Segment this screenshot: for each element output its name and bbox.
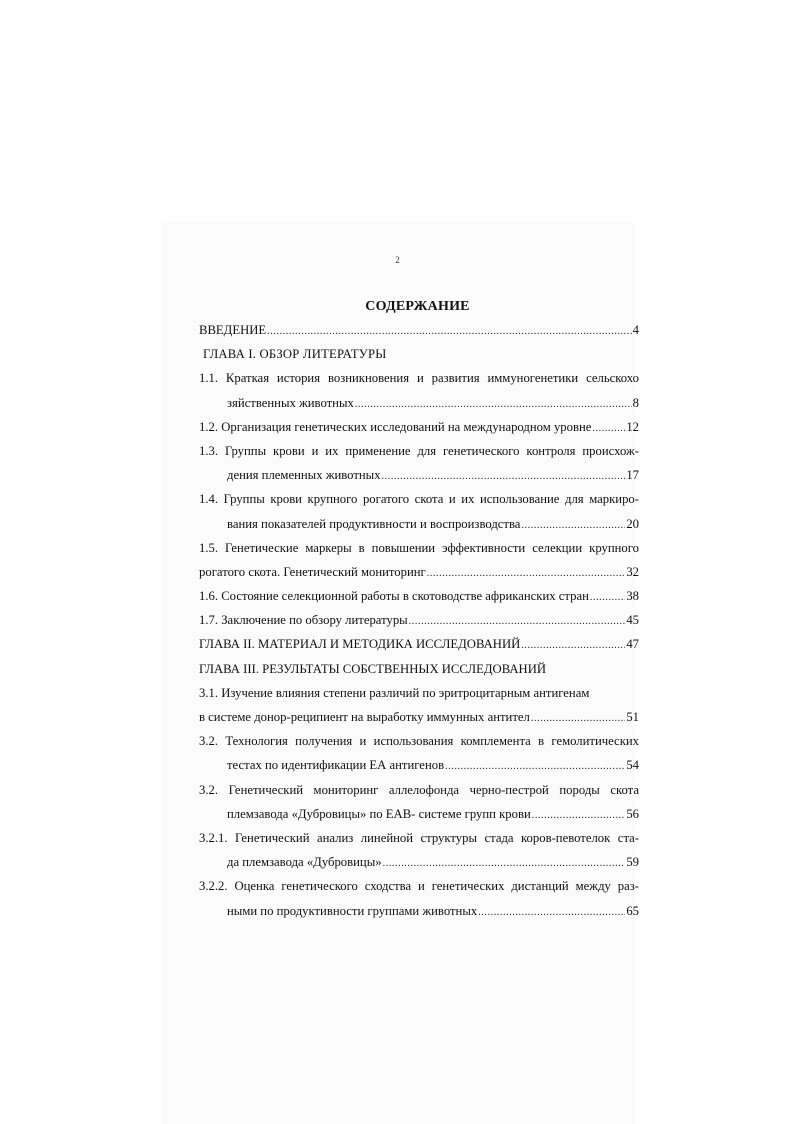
toc-entry-3-2-monitoring: 3.2. Генетический мониторинг аллелофонда черно-пестрой породы скота — [199, 782, 639, 797]
toc-entry-1-5-cont: рогатого скота. Генетический мониторинг ..... 32 — [199, 560, 639, 584]
toc-entry-1-6: 1.6. Состояние селекционной работы в скотоводстве африканских стран ..... 38 — [199, 584, 639, 608]
toc-entry-3-2-technology: 3.2. Технология получения и использования комплемента в гемолитических — [199, 734, 639, 749]
toc-page-number: 4 — [632, 323, 639, 337]
toc-entry-3-2-1-cont: да племзавода «Дубровицы» ..... 59 — [199, 850, 639, 874]
toc-page-number: 12 — [626, 419, 639, 434]
toc-entry-3-1: 3.1. Изучение влияния степени различий по эритроцитарным антигенам — [199, 685, 590, 700]
toc-entry-1-3: 1.3. Группы крови и их применение для генетического контроля происхож- — [199, 443, 639, 458]
toc-entry-3-2-1: 3.2.1. Генетический анализ линейной структуры стада коров-певотелок ста- — [199, 830, 639, 845]
toc-entry-3-2-technology-cont: тестах по идентификации ЕА антигенов ..... 54 — [199, 753, 639, 777]
toc-entry-1-5: 1.5. Генетические маркеры в повышении эффективности селекции крупного — [199, 540, 639, 555]
toc-entry-introduction: ВВЕДЕНИЕ ..... 4 — [199, 318, 639, 342]
toc-chapter-2-heading: ГЛАВА II. МАТЕРИАЛ И МЕТОДИКА ИССЛЕДОВАНИЙ ..... 47 — [199, 632, 639, 656]
toc-page-number: 32 — [626, 564, 639, 579]
toc-page-number: 38 — [626, 589, 639, 604]
toc-page-number: 65 — [626, 903, 639, 918]
toc-entry-1-3-cont: дения племенных животных ..... 17 — [199, 463, 639, 487]
toc-entry-1-1: 1.1. Краткая история возникновения и развития иммуногенетики сельскохо — [199, 371, 639, 386]
toc-entry-1-4-cont: вания показателей продуктивности и воспроизводства ..... 20 — [199, 512, 639, 536]
toc-page-number: 20 — [626, 516, 639, 531]
toc-entry-1-2: 1.2. Организация генетических исследований на международном уровне ..... 12 — [199, 415, 639, 439]
toc-entry-3-2-monitoring-cont: племзавода «Дубровицы» по ЕАВ- системе групп крови ..... 56 — [199, 802, 639, 826]
toc-entry-1-4: 1.4. Группы крови крупного рогатого скота и их использование для маркиро- — [199, 492, 639, 507]
toc-page-number: 51 — [626, 710, 639, 724]
toc-page-number: 56 — [626, 806, 639, 821]
toc-chapter-3-heading: ГЛАВА III. РЕЗУЛЬТАТЫ СОБСТВЕННЫХ ИССЛЕДОВАНИЙ — [199, 661, 547, 676]
toc-page-number: 54 — [626, 758, 639, 773]
toc-page-number: 45 — [626, 613, 639, 628]
table-of-contents — [199, 318, 639, 923]
toc-page-number: 17 — [626, 468, 639, 483]
toc-title: СОДЕРЖАНИЕ — [365, 299, 470, 314]
toc-page-number: 47 — [626, 637, 639, 652]
toc-entry-3-1-cont: в системе донор-реципиент на выработку иммунных антител ..... 51 — [199, 705, 639, 729]
toc-entry-1-7: 1.7. Заключение по обзору литературы ..... 45 — [199, 608, 639, 632]
page-number: 2 — [395, 255, 400, 265]
toc-page-number: 8 — [632, 395, 639, 410]
toc-entry-3-2-2-cont: ными по продуктивности группами животных ..... 65 — [199, 899, 639, 923]
toc-entry-3-2-2: 3.2.2. Оценка генетического сходства и генетических дистанций между раз- — [199, 879, 639, 894]
toc-entry-1-1-cont: зяйственных животных ..... 8 — [199, 391, 639, 415]
toc-page-number: 59 — [626, 855, 639, 870]
toc-chapter-1-heading: ГЛАВА I. ОБЗОР ЛИТЕРАТУРЫ — [203, 347, 387, 362]
